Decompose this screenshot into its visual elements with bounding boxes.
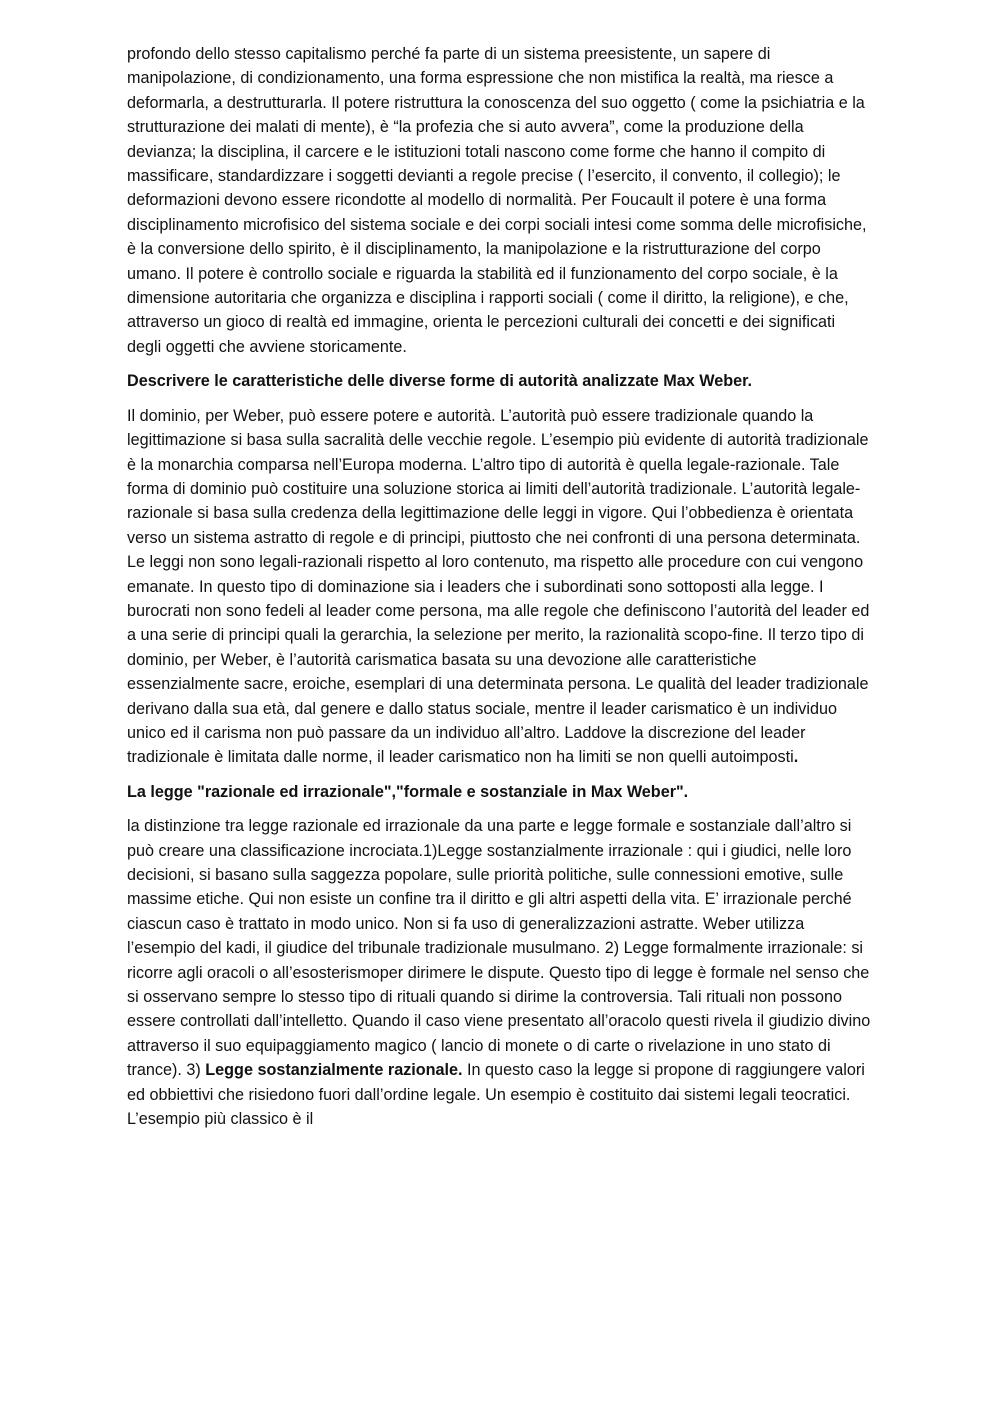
paragraph-weber-law-bold: Legge sostanzialmente razionale. [205, 1061, 463, 1080]
paragraph-weber-authority-text: Il dominio, per Weber, può essere potere e autorità. L’autorità può essere tradizionale quando la legittimazione si basa sulla sacralità delle vecchie regole. L’esempio più evidente di autorità tradizionale è la monarchia comparsa nell’Europa moderna. L’altro tipo di autorità è quella legale-razionale. Tale forma di dominio può costituire una soluzione storica ai limiti dell’autorità tradizionale. L’autorità legale-razionale si basa sulla credenza della legittimazione delle leggi in vigore. Qui l’obbedienza è orientata verso un sistema astratto di regole e di principi, piuttosto che nei confronti di una persona determinata. Le leggi non sono legali-razionali rispetto al loro contenuto, ma rispetto alle procedure con cui vengono emanate. In questo tipo di dominazione sia i leaders che i subordinati sono sottoposti alla legge. I burocrati non sono fedeli al leader come persona, ma alle regole che definiscono l’autorità del leader ed a una serie di principi quali la gerarchia, la selezione per merito, la razionalità scopo-fine. Il terzo tipo di dominio, per Weber, è l’autorità carismatica basata su una devozione alle caratteristiche essenzialmente sacre, eroiche, esemplari di una determinata persona. Le qualità del leader tradizionale derivano dalla sua età, dal genere e dallo status sociale, mentre il leader carismatico è un individuo unico ed il carisma non può passare da un individuo all’altro. Laddove la discrezione del leader tradizionale è limitata dalle norme, il leader carismatico non ha limiti se non quelli autoimposti [127, 406, 870, 767]
paragraph-weber-law-text-b: In questo caso la legge si propone di raggiungere valori ed obbiettivi che risiedono fuori dall’ordine legale. Un esempio è costituito dai sistemi legali teocratici. L’esempio più classico è il [127, 1061, 865, 1129]
paragraph-weber-law-text-a: la distinzione tra legge razionale ed irrazionale da una parte e legge formale e sostanziale dall’altro si può creare una classificazione incrociata.1)Legge sostanzialmente irrazionale : qui i giudici, nelle loro decisioni, si basano sulla saggezza popolare, sulle priorità politiche, sulle connessioni emotive, sulle massime etiche. Qui non esiste un confine tra il diritto e gli altri aspetti della vita. E’ irrazionale perché ciascun caso è trattato in modo unico. Non si fa uso di generalizzazioni astratte. Weber utilizza l’esempio del kadi, il giudice del tribunale tradizionale musulmano. 2) Legge formalmente irrazionale: si ricorre agli oracoli o all’esosterismoper dirimere le dispute. Questo tipo di legge è formale nel senso che si osservano sempre lo stesso tipo di rituali quando si dirime la controversia. Tali rituali non possono essere controllati dall’intelletto. Quando il caso viene presentato all’oracolo questi rivela il giudizio divino attraverso il suo equipaggiamento magico ( lancio di monete o di carte o rivelazione in uno stato di trance). 3) [127, 817, 871, 1080]
section-heading-weber-law: La legge "razionale ed irrazionale","formale e sostanziale in Max Weber". [127, 782, 689, 801]
paragraph-weber-law [127, 814, 871, 1131]
paragraph-weber-authority [127, 404, 871, 770]
section-heading-weber-authority: Descrivere le caratteristiche delle diverse forme di autorità analizzate Max Weber. [127, 372, 752, 391]
paragraph-foucault-power: profondo dello stesso capitalismo perché fa parte di un sistema preesistente, un sapere di manipolazione, di condizionamento, una forma espressione che non mistifica la realtà, ma riesce a deformarla, a destrutturarla. Il potere ristruttura la conoscenza del suo oggetto ( come la psichiatria e la strutturazione dei malati di mente), è “la profezia che si auto avvera”, come la produzione della devianza; la disciplina, il carcere e le istituzioni totali nascono come forme che hanno il compito di massificare, standardizzare i soggetti devianti a regole precise ( l’esercito, il convento, il collegio); le deformazioni devono essere ricondotte al modello di normalità. Per Foucault il potere è una forma disciplinamento microfisico del sistema sociale e dei corpi sociali intesi come somma delle microfisiche, è la conversione dello spirito, è il disciplinamento, la manipolazione e la ristrutturazione del corpo umano. Il potere è controllo sociale e riguarda la stabilità ed il funzionamento del corpo sociale, è la dimensione autoritaria che organizza e disciplina i rapporti sociali ( come il diritto, la religione), e che, attraverso un gioco di realtà ed immagine, orienta le percezioni culturali dei concetti e dei significati degli oggetti che avviene storicamente. [127, 45, 867, 356]
document-page [127, 42, 871, 1141]
paragraph-weber-authority-end: . [793, 748, 799, 767]
